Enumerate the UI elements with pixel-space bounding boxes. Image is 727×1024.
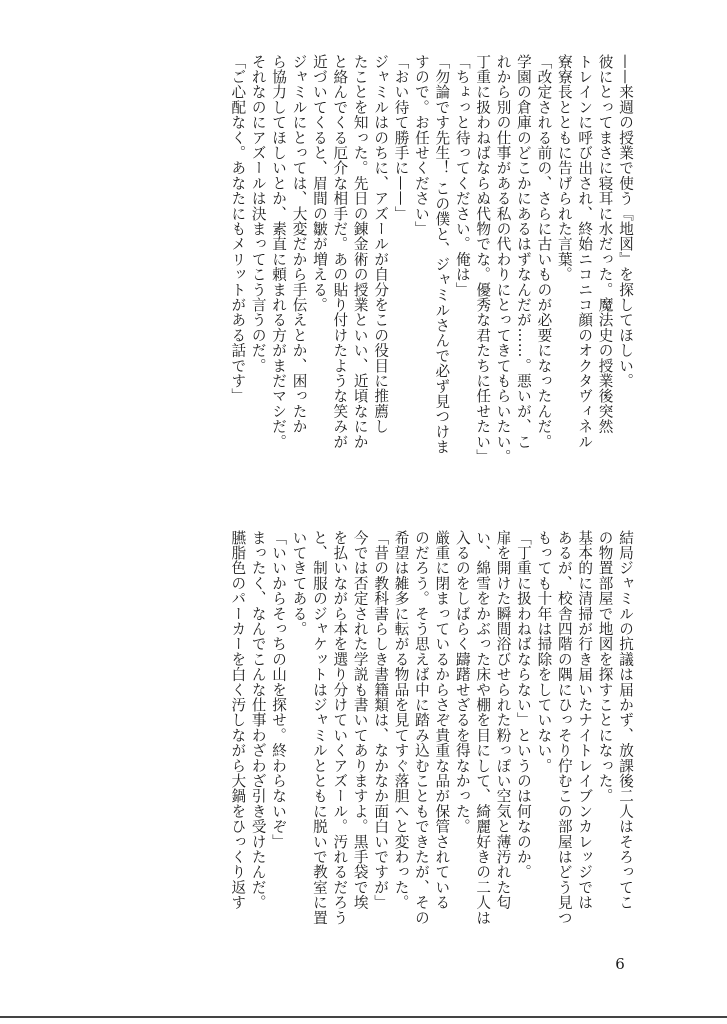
- text-line: 「勿論です先生！ この僕と、ジャミルさんで必ず見つけま: [433, 54, 451, 455]
- text-line: たことを知った。先日の錬金術の授業といい、近頃なにか: [351, 54, 369, 450]
- text-line: い、綿雪をかぶった床や棚を目にして、綺麗好きの二人は: [474, 530, 492, 926]
- text-line: 臙脂色のパーカーを白く汚しながら大鍋をひっくり返す: [229, 530, 247, 910]
- text-line: と絡んでくる厄介な相手だ。あの貼り付けたような笑みが: [331, 54, 349, 450]
- text-line: いてきてある。: [290, 530, 308, 637]
- text-line: ジャミルにとっては、大変だから手伝えとか、困ったか: [290, 54, 308, 434]
- page-number: 6: [615, 955, 625, 973]
- text-block-top: [165, 54, 635, 474]
- text-line: 厳重に閉まっているからさぞ貴重な品が保管されている: [433, 530, 451, 910]
- text-line: トレインに呼び出され、終始ニコニコ顔のオクタヴィネル: [576, 54, 594, 450]
- text-line: 近づいてくると、眉間の皺が増える。: [310, 54, 328, 313]
- text-line: と、制服のジャケットはジャミルとともに脱いで教室に置: [310, 530, 328, 926]
- text-line: 寮寮長とともに告げられた言葉。: [555, 54, 573, 282]
- text-line: 入るのをしばらく躊躇せざるを得なかった。: [453, 530, 471, 834]
- text-line: ——来週の授業で使う『地図』を探してほしい。: [617, 54, 634, 389]
- text-line: ジャミルはのちに、アズールが自分をこの役目に推薦し: [372, 54, 390, 434]
- bottom-rule: [0, 1016, 727, 1018]
- text-line: 「いいからそっちの山を探せ。終わらないぞ」: [270, 530, 288, 850]
- text-line: ら協力してほしいとか、素直に頼まれる方がまだマシだ。: [270, 54, 288, 450]
- text-line: すので。お任せください」: [412, 54, 430, 237]
- text-line: のだろう。そう思えば中に踏み込むこともできたが、その: [412, 530, 430, 926]
- text-line: 結局ジャミルの抗議は届かず、放課後二人はそろってこ: [617, 530, 634, 910]
- text-line: 「ちょっと待ってください。俺は」: [453, 54, 471, 298]
- text-line: 丁重に扱わねばならぬ代物でな。優秀な君たちに任せたい」: [474, 54, 492, 465]
- text-line: まったく、なんでこんな仕事わざわざ引き受けたんだ。: [249, 530, 267, 910]
- text-line: それなのにアズールは決まってこう言うのだ。: [249, 54, 267, 374]
- text-line: 学園の倉庫のどこかにあるはずなんだが……。悪いが、こ: [514, 54, 532, 450]
- text-line: 「丁重に扱わねばならない」というのは何なのか。: [514, 530, 532, 880]
- text-line: 彼にとってまさに寝耳に水だった。魔法史の授業後突然: [596, 54, 614, 434]
- text-line: れから別の仕事がある私の代わりにとってきてもらいたい。: [494, 54, 512, 465]
- text-line: 「ご心配なく。あなたにもメリットがある話です」: [229, 54, 247, 404]
- text-line: もっても十年は掃除をしていない。: [535, 530, 553, 774]
- text-line: あるが、校舎四階の隅にひっそり佇むこの部屋はどう見つ: [555, 530, 573, 926]
- text-line: 希望は雑多に転がる物品を見てすぐ落胆へと変わった。: [392, 530, 410, 910]
- text-line: 「おい待て勝手に——」: [392, 54, 410, 222]
- text-line: 扉を開けた瞬間浴びせられた粉っぽい空気と薄汚れた匂: [494, 530, 512, 910]
- text-line: 「改定される前の、さらに古いものが必要になったんだ。: [535, 54, 553, 450]
- text-line: 基本的に清掃が行き届いたナイトレイブンカレッジでは: [576, 530, 594, 910]
- text-line: を払いながら本を選り分けていくアズール。汚れるだろう: [331, 530, 349, 926]
- text-block-bottom: [165, 530, 635, 950]
- text-line: 「昔の教科書らしき書籍類は、なかなか面白いですが」: [372, 530, 390, 910]
- text-line: の物置部屋で地図を探すことになった。: [596, 530, 614, 804]
- text-line: 今では否定された学説も書いてありますよ。黒手袋で埃: [351, 530, 369, 910]
